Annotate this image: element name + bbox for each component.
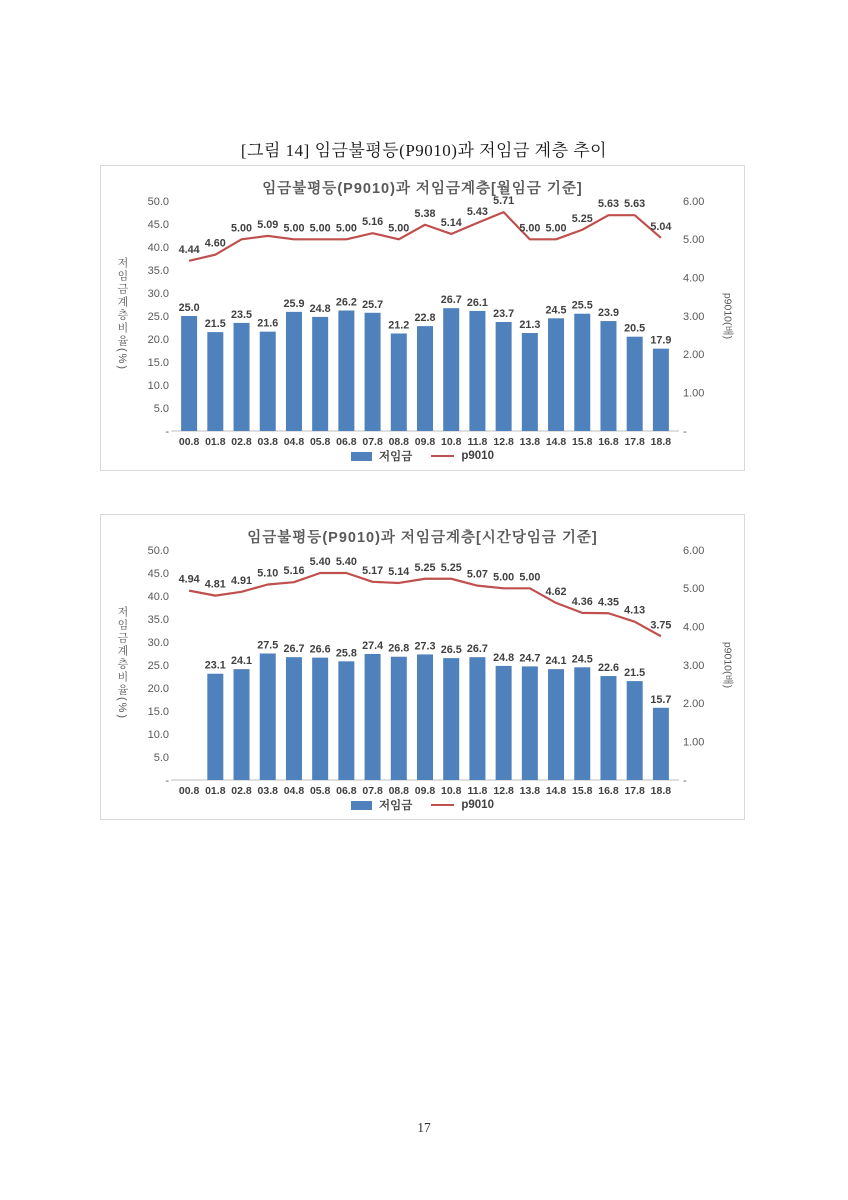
right-axis-tick-label: 2.00 (683, 698, 705, 711)
line-value-label: 4.36 (571, 595, 593, 608)
x-axis-category-label: 18.8 (650, 785, 672, 795)
line-value-label: 5.14 (440, 216, 462, 229)
line-value-label: 4.35 (597, 596, 619, 609)
bar-value-label: 25.7 (362, 298, 384, 311)
left-axis-tick-label: 25.0 (147, 310, 169, 323)
page-number: 17 (417, 1120, 431, 1135)
x-axis-category-label: 00.8 (178, 436, 200, 446)
right-axis-tick-label: 2.00 (683, 349, 705, 362)
left-axis-tick-label: 40.0 (147, 241, 169, 254)
x-axis-category-label: 04.8 (283, 785, 305, 795)
legend-label-line: p9010 (461, 799, 494, 811)
bar (260, 654, 276, 781)
bar-value-label: 17.9 (650, 334, 672, 347)
bar (469, 657, 485, 780)
line-value-label: 4.94 (178, 573, 200, 586)
x-axis-category-label: 03.8 (257, 436, 278, 446)
x-axis-category-label: 13.8 (519, 436, 541, 446)
bar-value-label: 25.8 (335, 647, 357, 660)
bar (417, 654, 433, 780)
bar (627, 681, 643, 780)
line-series-swatch-icon (431, 804, 454, 807)
line-value-label: 5.00 (283, 222, 305, 235)
bar (469, 311, 485, 431)
right-axis-tick-label: 3.00 (683, 659, 705, 672)
bar (260, 332, 276, 431)
line-value-label: 5.10 (257, 567, 279, 580)
right-axis-tick-label: 3.00 (683, 310, 705, 323)
x-axis-category-label: 13.8 (519, 785, 541, 795)
bar-value-label: 21.2 (388, 319, 410, 332)
bar (365, 313, 381, 431)
right-axis-tick-label: - (683, 774, 687, 787)
bar (548, 669, 564, 780)
bar-value-label: 24.1 (545, 655, 567, 668)
chart-panel-monthly-wage (100, 165, 745, 471)
line-value-label: 4.13 (624, 604, 646, 617)
legend-label-line: p9010 (461, 450, 494, 462)
x-axis-category-label: 15.8 (572, 436, 593, 446)
line-value-label: 5.25 (414, 561, 436, 574)
bar-value-label: 15.7 (650, 693, 672, 706)
x-axis-category-label: 04.8 (283, 436, 305, 446)
line-value-label: 5.40 (335, 556, 357, 568)
x-axis-category-label: 10.8 (440, 785, 462, 795)
bar-value-label: 25.0 (178, 302, 200, 314)
left-axis-tick-label: 35.0 (147, 613, 169, 626)
right-axis-tick-label: 6.00 (683, 544, 705, 557)
x-axis-category-label: 11.8 (467, 436, 488, 446)
line-value-label: 5.63 (624, 198, 646, 211)
bar-value-label: 26.2 (335, 296, 357, 309)
x-axis-category-label: 01.8 (205, 785, 226, 795)
bar (207, 332, 223, 431)
x-axis-category-label: 17.8 (624, 785, 645, 795)
bar (496, 322, 512, 431)
bar (417, 326, 433, 431)
legend (101, 448, 744, 464)
line-value-label: 5.00 (545, 222, 567, 235)
right-axis-tick-label: 1.00 (683, 736, 705, 749)
bar-value-label: 27.3 (414, 640, 436, 653)
left-axis-tick-label: 30.0 (147, 287, 169, 300)
right-axis-tick-label: 4.00 (683, 621, 705, 634)
left-axis-tick-label: 5.0 (153, 402, 169, 415)
left-axis-tick-label: 45.0 (147, 567, 169, 580)
bar-value-label: 21.3 (519, 319, 541, 332)
right-axis-tick-label: 6.00 (683, 195, 705, 208)
line-value-label: 5.14 (388, 565, 410, 578)
left-axis-tick-label: 50.0 (147, 195, 169, 208)
bar (600, 676, 616, 780)
line-value-label: 4.44 (178, 243, 200, 256)
bar-value-label: 26.8 (388, 642, 410, 655)
bar (338, 310, 354, 431)
left-axis-tick-label: 5.0 (153, 751, 169, 764)
bar-value-label: 22.8 (414, 312, 436, 325)
bar (312, 317, 328, 431)
bar (443, 308, 459, 431)
right-axis-tick-label: 5.00 (683, 234, 705, 247)
left-axis-tick-label: 20.0 (147, 333, 169, 346)
x-axis-category-label: 08.8 (388, 785, 410, 795)
line-value-label: 4.91 (231, 574, 253, 587)
left-axis-tick-label: - (165, 774, 169, 787)
bar (338, 661, 354, 780)
bar-value-label: 23.1 (204, 659, 226, 672)
left-axis-tick-label: 10.0 (147, 379, 169, 392)
left-axis-title: 저임금계층비율(%) (116, 605, 128, 721)
line-value-label: 5.00 (309, 222, 331, 235)
bar-value-label: 21.5 (204, 318, 226, 331)
line-value-label: 5.17 (362, 564, 384, 577)
right-axis-title: p9010(배) (721, 641, 734, 689)
x-axis-category-label: 02.8 (231, 436, 252, 446)
line-value-label: 5.09 (257, 218, 279, 231)
figure-caption: [그림 14] 임금불평등(P9010)과 저임금 계층 추이 (240, 141, 608, 160)
bar (574, 667, 590, 780)
bar (574, 314, 590, 431)
bar (365, 654, 381, 780)
left-axis-tick-label: 50.0 (147, 544, 169, 557)
x-axis-category-label: 17.8 (624, 436, 645, 446)
left-axis-tick-label: 20.0 (147, 682, 169, 695)
bar-value-label: 20.5 (624, 322, 646, 335)
line-value-label: 5.00 (388, 222, 410, 235)
left-axis-tick-label: 15.0 (147, 705, 169, 718)
line-value-label: 5.16 (283, 565, 305, 578)
bar-value-label: 23.7 (493, 307, 515, 320)
plot-area (101, 515, 744, 795)
bar (391, 333, 407, 431)
x-axis-category-label: 09.8 (414, 436, 436, 446)
line-value-label: 5.43 (466, 205, 488, 218)
line-value-label: 5.00 (519, 571, 541, 584)
left-axis-tick-label: 45.0 (147, 218, 169, 231)
x-axis-category-label: 18.8 (650, 436, 672, 446)
bar (653, 349, 669, 431)
bar (286, 657, 302, 780)
bar (653, 708, 669, 780)
bar-value-label: 24.5 (571, 653, 593, 666)
plot-area (101, 166, 744, 446)
bar-value-label: 24.8 (309, 302, 331, 315)
bar (522, 333, 538, 431)
bar-value-label: 27.5 (257, 639, 279, 652)
right-axis-tick-label: - (683, 425, 687, 438)
left-axis-tick-label: 15.0 (147, 356, 169, 369)
bar-value-label: 24.5 (545, 304, 567, 317)
x-axis-category-label: 07.8 (362, 436, 383, 446)
x-axis-category-label: 06.8 (336, 436, 357, 446)
x-axis-category-label: 02.8 (231, 785, 252, 795)
left-axis-tick-label: 30.0 (147, 636, 169, 649)
legend-label-bar: 저임금 (379, 451, 413, 463)
line-value-label: 5.07 (466, 568, 488, 581)
bar-value-label: 24.7 (519, 652, 541, 665)
bar-value-label: 23.9 (597, 307, 619, 320)
line-value-label: 5.00 (493, 571, 515, 584)
right-axis-tick-label: 4.00 (683, 272, 705, 285)
x-axis-category-label: 14.8 (545, 785, 567, 795)
x-axis-category-label: 10.8 (440, 436, 462, 446)
bar-value-label: 25.9 (283, 297, 305, 310)
bar-value-label: 23.5 (231, 308, 253, 321)
left-axis-title: 저임금계층비율(%) (116, 256, 128, 372)
x-axis-category-label: 16.8 (598, 436, 619, 446)
line-value-label: 5.25 (571, 212, 593, 225)
left-axis-tick-label: 35.0 (147, 264, 169, 277)
bar-value-label: 26.7 (466, 643, 488, 656)
line-value-label: 4.81 (204, 578, 226, 591)
chart-title: 임금불평등(P9010)과 저임금계층[시간당임금 기준] (247, 530, 598, 546)
bar-value-label: 25.5 (571, 299, 593, 312)
x-axis-category-label: 15.8 (572, 785, 593, 795)
bar (181, 316, 197, 431)
bar (496, 666, 512, 780)
x-axis-category-label: 11.8 (467, 785, 488, 795)
line-series-swatch-icon (431, 455, 454, 458)
line-value-label: 5.38 (414, 207, 436, 220)
bar-value-label: 27.4 (362, 639, 384, 652)
x-axis-category-label: 05.8 (309, 436, 331, 446)
right-axis-tick-label: 5.00 (683, 583, 705, 596)
bar (548, 318, 564, 431)
line-value-label: 5.00 (519, 222, 541, 235)
legend-label-bar: 저임금 (379, 800, 413, 812)
bar (234, 669, 250, 780)
bar-value-label: 26.1 (466, 296, 488, 309)
x-axis-category-label: 12.8 (493, 785, 514, 795)
chart-panel-hourly-wage (100, 514, 745, 820)
line-value-label: 5.40 (309, 556, 331, 568)
line-value-label: 5.00 (335, 222, 357, 235)
bar (207, 674, 223, 780)
bar-value-label: 22.6 (597, 662, 619, 675)
bar-value-label: 26.7 (283, 643, 305, 656)
x-axis-category-label: 01.8 (205, 436, 226, 446)
line-value-label: 5.25 (440, 561, 462, 574)
bar (522, 666, 538, 780)
x-axis-category-label: 08.8 (388, 436, 410, 446)
line-value-label: 5.04 (650, 220, 672, 233)
chart-title: 임금불평등(P9010)과 저임금계층[월임금 기준] (262, 181, 583, 197)
line-value-label: 4.62 (545, 585, 567, 598)
line-value-label: 5.16 (362, 216, 384, 229)
bar (312, 658, 328, 780)
bar (443, 658, 459, 780)
bar (627, 337, 643, 431)
line-value-label: 5.71 (493, 195, 515, 208)
bar (391, 657, 407, 780)
x-axis-category-label: 12.8 (493, 436, 514, 446)
x-axis-category-label: 00.8 (178, 785, 200, 795)
bar-value-label: 21.5 (624, 667, 646, 680)
x-axis-category-label: 16.8 (598, 785, 619, 795)
x-axis-category-label: 09.8 (414, 785, 436, 795)
bar (286, 312, 302, 431)
line-value-label: 4.60 (204, 237, 226, 250)
left-axis-tick-label: 25.0 (147, 659, 169, 672)
bar (600, 321, 616, 431)
bar-value-label: 24.1 (231, 655, 253, 668)
line-value-label: 5.63 (597, 198, 619, 211)
bar-value-label: 26.7 (440, 294, 462, 307)
x-axis-category-label: 14.8 (545, 436, 567, 446)
x-axis-category-label: 03.8 (257, 785, 278, 795)
bar-value-label: 24.8 (493, 651, 515, 664)
x-axis-category-label: 06.8 (336, 785, 357, 795)
bar-series-swatch-icon (351, 452, 372, 461)
right-axis-title: p9010(배) (721, 292, 734, 340)
bar-series-swatch-icon (351, 801, 372, 810)
left-axis-tick-label: 10.0 (147, 728, 169, 741)
bar-value-label: 26.6 (309, 643, 331, 656)
bar (234, 323, 250, 431)
bar-value-label: 21.6 (257, 317, 279, 330)
right-axis-tick-label: 1.00 (683, 387, 705, 400)
x-axis-category-label: 05.8 (309, 785, 331, 795)
x-axis-category-label: 07.8 (362, 785, 383, 795)
bar-value-label: 26.5 (440, 644, 462, 657)
line-value-label: 3.75 (650, 619, 672, 632)
left-axis-tick-label: - (165, 425, 169, 438)
legend (101, 797, 744, 813)
line-value-label: 5.00 (231, 222, 253, 235)
left-axis-tick-label: 40.0 (147, 590, 169, 603)
